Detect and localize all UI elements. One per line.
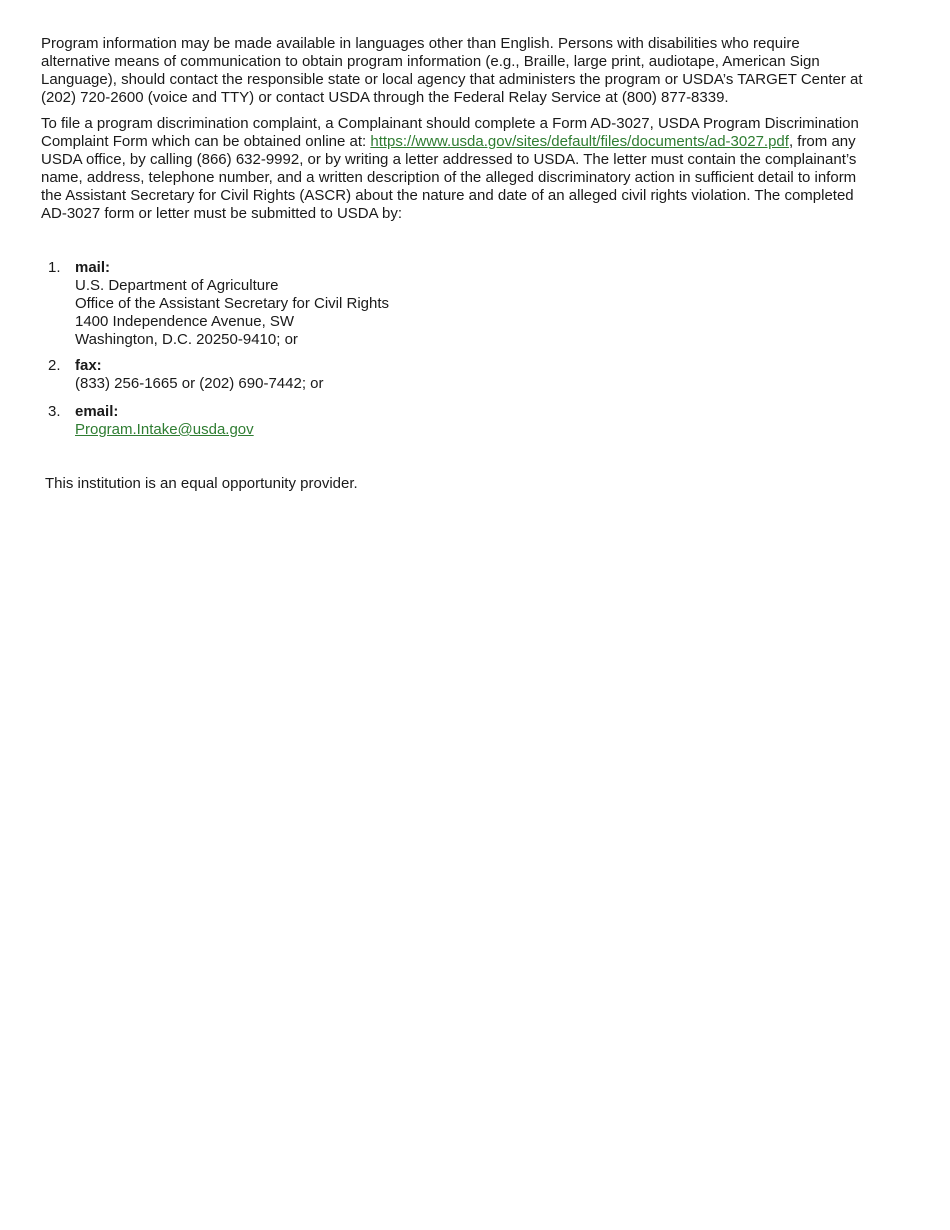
text-line: Language), should contact the responsible state or local agency that administers the program or USDA’s TARGET Center at bbox=[41, 71, 863, 88]
text: Complaint Form which can be obtained online at: bbox=[41, 133, 371, 150]
fax-numbers: (833) 256-1665 or (202) 690-7442; or bbox=[75, 375, 324, 392]
address-line: 1400 Independence Avenue, SW bbox=[75, 313, 295, 330]
address-line: Office of the Assistant Secretary for Civil Rights bbox=[75, 295, 390, 312]
text: , from any bbox=[788, 133, 856, 150]
text-line: (202) 720-2600 (voice and TTY) or contact USDA through the Federal Relay Service at (800) 877-8339. bbox=[41, 89, 729, 106]
address-line: Washington, D.C. 20250-9410; or bbox=[75, 331, 298, 348]
list-number: 1. bbox=[48, 259, 61, 276]
text-line: alternative means of communication to obtain program information (e.g., Braille, large print, audiotape, American Sign bbox=[41, 53, 820, 70]
accessibility-paragraph bbox=[41, 35, 911, 107]
text-line: the Assistant Secretary for Civil Rights (ASCR) about the nature and date of an alleged civil rights violation. The completed bbox=[41, 187, 854, 204]
ad-3027-form-link[interactable]: https://www.usda.gov/sites/default/files/documents/ad-3027.pdf bbox=[370, 133, 789, 150]
text-line: name, address, telephone number, and a written description of the alleged discriminatory action in sufficient detail to inform bbox=[41, 169, 857, 186]
text-line bbox=[41, 133, 911, 151]
text-line: To file a program discrimination complaint, a Complainant should complete a Form AD-3027, USDA Program Discrimination bbox=[41, 115, 859, 132]
text-line: USDA office, by calling (866) 632-9992, or by writing a letter addressed to USDA. The letter must contain the complainant’s bbox=[41, 151, 857, 168]
text-line: AD-3027 form or letter must be submitted to USDA by: bbox=[41, 205, 402, 222]
list-number: 3. bbox=[48, 403, 61, 420]
equal-opportunity-statement: This institution is an equal opportunity provider. bbox=[45, 475, 358, 492]
list-label: mail: bbox=[75, 259, 111, 276]
complaint-paragraph bbox=[41, 115, 911, 223]
list-number: 2. bbox=[48, 357, 61, 374]
address-line: U.S. Department of Agriculture bbox=[75, 277, 279, 294]
list-label: fax: bbox=[75, 357, 102, 374]
list-label: email: bbox=[75, 403, 119, 420]
text-line: Program information may be made available in languages other than English. Persons with disabilities who require bbox=[41, 35, 800, 52]
email-link[interactable]: Program.Intake@usda.gov bbox=[75, 421, 254, 438]
